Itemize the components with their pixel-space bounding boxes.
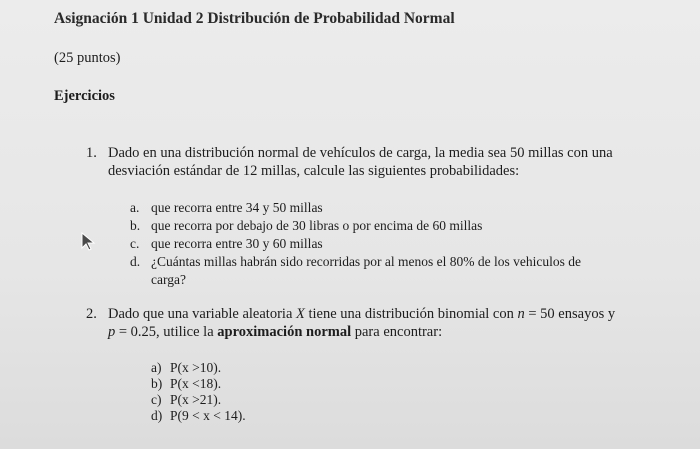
exercise-2-item-d: P(9 < x < 14). — [170, 408, 246, 423]
exercise-2-item-c: P(x >21). — [170, 392, 222, 407]
document-title: Asignación 1 Unidad 2 Distribución de Probabilidad Normal — [54, 10, 455, 27]
exercise-2-line-1 — [108, 306, 615, 323]
variable-n: n — [517, 306, 525, 322]
exercise-1-number: 1. — [86, 145, 97, 161]
normal-approximation-text: aproximación normal — [217, 324, 352, 340]
exercise-1-item-b: que recorra por debajo de 30 libras o por encima de 60 millas — [151, 218, 483, 233]
exercise-2-item-b: P(x <18). — [170, 376, 222, 391]
exercise-1-item-c: que recorra entre 30 y 60 millas — [151, 236, 323, 251]
exercise-2-line-2-b: para encontrar: — [351, 324, 443, 340]
exercise-2-item-d-letter: d) — [151, 408, 163, 423]
exercise-1-item-c-letter: c. — [130, 236, 140, 251]
exercise-2-item-b-letter: b) — [151, 376, 163, 391]
exercise-2-line-1-b: tiene una distribución binomial con — [304, 306, 518, 322]
exercise-1-item-b-letter: b. — [130, 218, 141, 233]
exercise-1-item-d-continued: carga? — [151, 272, 186, 287]
points-label: (25 puntos) — [54, 50, 121, 66]
exercise-2-item-c-letter: c) — [151, 392, 162, 407]
exercise-1-item-a-letter: a. — [130, 200, 140, 215]
exercise-2-number: 2. — [86, 306, 97, 322]
exercise-2-line-2-a: = 0.25, utilice la — [115, 324, 218, 340]
exercise-2-item-a: P(x >10). — [170, 360, 222, 375]
exercise-1-line-1: Dado en una distribución normal de vehículos de carga, la media sea 50 millas con una — [108, 145, 613, 161]
exercise-2-line-2 — [108, 324, 442, 341]
mouse-pointer-icon — [80, 232, 96, 252]
variable-x: X — [296, 306, 305, 322]
exercise-1-line-2: desviación estándar de 12 millas, calcule las siguientes probabilidades: — [108, 163, 520, 179]
section-heading: Ejercicios — [54, 88, 115, 104]
exercise-2-item-a-letter: a) — [151, 360, 162, 375]
exercise-1-item-d: ¿Cuántas millas habrán sido recorridas por al menos el 80% de los vehiculos de — [151, 254, 582, 269]
variable-p: p — [108, 324, 116, 340]
exercise-2-line-1-a: Dado que una variable aleatoria — [108, 306, 297, 322]
exercise-2-line-1-c: = 50 ensayos y — [524, 306, 616, 322]
exercise-1-item-d-letter: d. — [130, 254, 141, 269]
exercise-1-item-a: que recorra entre 34 y 50 millas — [151, 200, 323, 215]
